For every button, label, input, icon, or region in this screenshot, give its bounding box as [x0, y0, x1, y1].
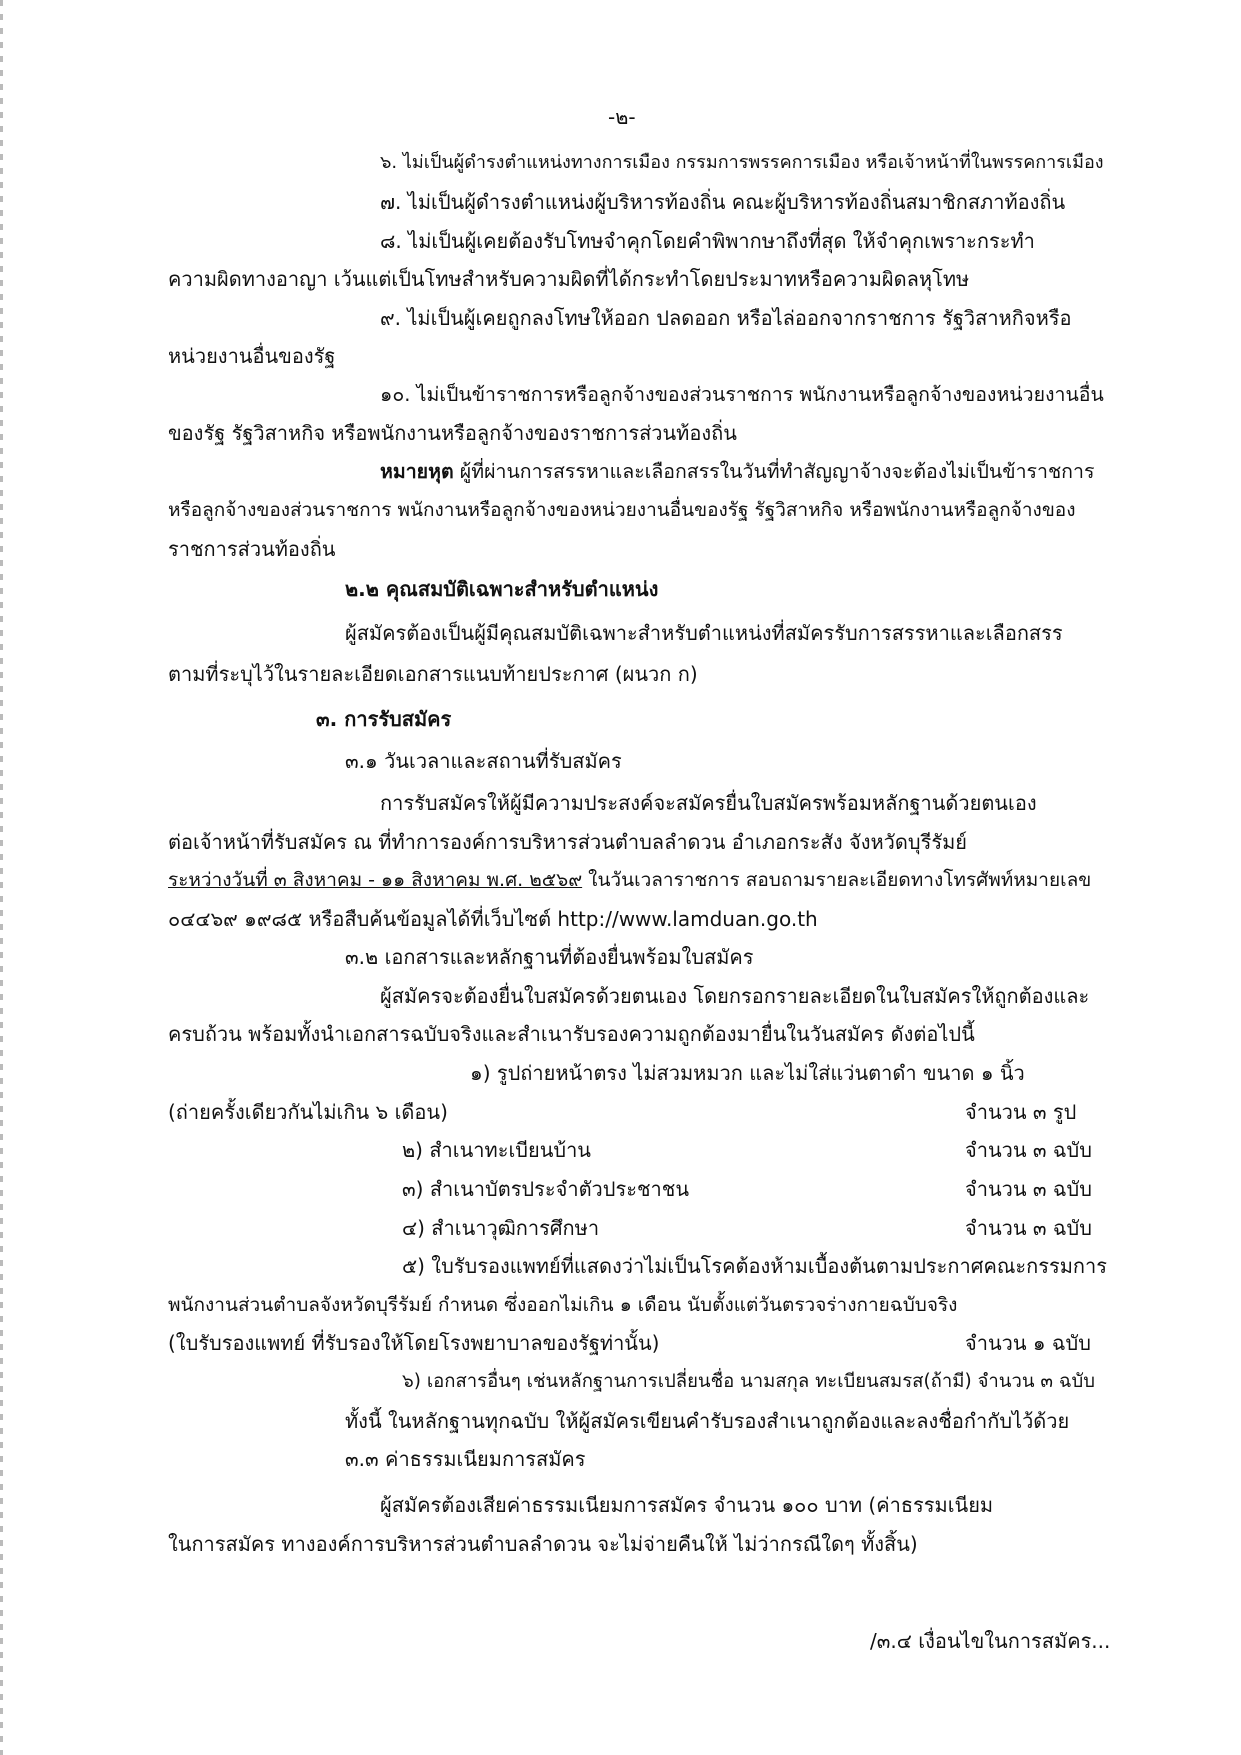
- para-3-2-line2: ครบถ้วน พร้อมทั้งนำเอกสารฉบับจริงและสำเนารับรองความถูกต้องมายื่นในวันสมัคร ดังต่อไปนี้: [168, 1022, 975, 1046]
- application-period: ระหว่างวันที่ ๓ สิงหาคม - ๑๑ สิงหาคม พ.ศ. ๒๕๖๙: [168, 869, 583, 891]
- para-3-1-line3: [168, 867, 1091, 893]
- item-8-line1: ๘. ไม่เป็นผู้เคยต้องรับโทษจำคุกโดยคำพิพากษาถึงที่สุด ให้จำคุกเพราะกระทำ: [380, 229, 1035, 253]
- certify-note: ทั้งนี้ ในหลักฐานทุกฉบับ ให้ผู้สมัครเขียนคำรับรองสำเนาถูกต้องและลงชื่อกำกับไว้ด้วย: [345, 1409, 1070, 1433]
- doc-1-qty: จำนวน ๓ รูป: [965, 1100, 1077, 1124]
- heading-3-3: ๓.๓ ค่าธรรมเนียมการสมัคร: [345, 1447, 586, 1471]
- doc-1-line2: (ถ่ายครั้งเดียวกันไม่เกิน ๖ เดือน): [168, 1100, 448, 1124]
- para-3-1-line1: การรับสมัครให้ผู้มีความประสงค์จะสมัครยื่นใบสมัครพร้อมหลักฐานด้วยตนเอง: [380, 791, 1037, 815]
- doc-5-line3: (ใบรับรองแพทย์ ที่รับรองให้โดยโรงพยาบาลของรัฐท่านั้น): [168, 1331, 660, 1355]
- note-line3: ราชการส่วนท้องถิ่น: [168, 537, 336, 561]
- page-number: -๒-: [608, 105, 636, 129]
- doc-1-line1: ๑) รูปถ่ายหน้าตรง ไม่สวมหมวก และไม่ใส่แว่นตาดำ ขนาด ๑ นิ้ว: [470, 1061, 1025, 1085]
- heading-2-2: ๒.๒ คุณสมบัติเฉพาะสำหรับตำแหน่ง: [345, 577, 659, 601]
- para-3-1-line4: ๐๔๔๖๙ ๑๙๘๕ หรือสืบค้นข้อมูลได้ที่เว็บไซต์ http://www.lamduan.go.th: [168, 907, 818, 931]
- doc-3: ๓) สำเนาบัตรประจำตัวประชาชน: [402, 1177, 690, 1201]
- doc-5-qty: จำนวน ๑ ฉบับ: [965, 1331, 1091, 1355]
- doc-5-line1: ๕) ใบรับรองแพทย์ที่แสดงว่าไม่เป็นโรคต้องห้ามเบื้องต้นตามประกาศคณะกรรมการ: [402, 1254, 1107, 1278]
- scan-edge: [0, 0, 3, 1755]
- item-10-line1: ๑๐. ไม่เป็นข้าราชการหรือลูกจ้างของส่วนราชการ พนักงานหรือลูกจ้างของหน่วยงานอื่น: [380, 383, 1104, 406]
- continuation-footer: /๓.๔ เงื่อนไขในการสมัคร...: [870, 1629, 1111, 1653]
- para-3-3-line2: ในการสมัคร ทางองค์การบริหารส่วนตำบลลำดวน จะไม่จ่ายคืนให้ ไม่ว่ากรณีใดๆ ทั้งสิ้น): [168, 1532, 918, 1556]
- note-label: หมายหุต: [380, 460, 454, 483]
- note-line2: หรือลูกจ้างของส่วนราชการ พนักงานหรือลูกจ้างของหน่วยงานอื่นของรัฐ รัฐวิสาหกิจ หรือพนักงานหรือลูกจ้างของ: [168, 499, 1076, 521]
- heading-3-2: ๓.๒ เอกสารและหลักฐานที่ต้องยื่นพร้อมใบสมัคร: [345, 945, 754, 969]
- para-2-2-line1: ผู้สมัครต้องเป็นผู้มีคุณสมบัติเฉพาะสำหรับตำแหน่งที่สมัครรับการสรรหาและเลือกสรร: [345, 621, 1063, 645]
- heading-3-1: ๓.๑ วันเวลาและสถานที่รับสมัคร: [345, 749, 622, 773]
- doc-2-qty: จำนวน ๓ ฉบับ: [965, 1138, 1092, 1162]
- note-text: ผู้ที่ผ่านการสรรหาและเลือกสรรในวันที่ทำสัญญาจ้างจะต้องไม่เป็นข้าราชการ: [453, 460, 1095, 483]
- doc-3-qty: จำนวน ๓ ฉบับ: [965, 1177, 1092, 1201]
- doc-5-line2: พนักงานส่วนตำบลจังหวัดบุรีรัมย์ กำหนด ซึ่งออกไม่เกิน ๑ เดือน นับตั้งแต่วันตรวจร่างกายฉบับจริง: [168, 1294, 958, 1316]
- para-3-1-line3-rest: ในวันเวลาราชการ สอบถามรายละเอียดทางโทรศัพท์หมายเลข: [582, 869, 1092, 891]
- doc-4: ๔) สำเนาวุฒิการศึกษา: [402, 1216, 600, 1240]
- doc-6: ๖) เอกสารอื่นๆ เช่นหลักฐานการเปลี่ยนชื่อ นามสกุล ทะเบียนสมรส(ถ้ามี) จำนวน ๓ ฉบับ: [402, 1371, 1095, 1392]
- para-3-3-line1: ผู้สมัครต้องเสียค่าธรรมเนียมการสมัคร จำนวน ๑๐๐ บาท (ค่าธรรมเนียม: [380, 1493, 994, 1517]
- doc-2: ๒) สำเนาทะเบียนบ้าน: [402, 1138, 591, 1162]
- item-9-line1: ๙. ไม่เป็นผู้เคยถูกลงโทษให้ออก ปลดออก หรือไล่ออกจากราชการ รัฐวิสาหกิจหรือ: [380, 306, 1072, 330]
- para-2-2-line2: ตามที่ระบุไว้ในรายละเอียดเอกสารแนบท้ายประกาศ (ผนวก ก): [168, 662, 698, 686]
- heading-3: ๓. การรับสมัคร: [316, 707, 452, 731]
- doc-4-qty: จำนวน ๓ ฉบับ: [965, 1216, 1092, 1240]
- item-9-line2: หน่วยงานอื่นของรัฐ: [168, 344, 336, 368]
- item-10-line2: ของรัฐ รัฐวิสาหกิจ หรือพนักงานหรือลูกจ้างของราชการส่วนท้องถิ่น: [168, 421, 737, 445]
- item-6: ๖. ไม่เป็นผู้ดำรงตำแหน่งทางการเมือง กรรมการพรรคการเมือง หรือเจ้าหน้าที่ในพรรคการเมือง: [380, 152, 1104, 173]
- item-7: ๗. ไม่เป็นผู้ดำรงตำแหน่งผู้บริหารท้องถิ่น คณะผู้บริหารท้องถิ่นสมาชิกสภาท้องถิ่น: [380, 190, 1066, 214]
- para-3-2-line1: ผู้สมัครจะต้องยื่นใบสมัครด้วยตนเอง โดยกรอกรายละเอียดในใบสมัครให้ถูกต้องและ: [380, 984, 1090, 1008]
- item-8-line2: ความผิดทางอาญา เว้นแต่เป็นโทษสำหรับความผิดที่ได้กระทำโดยประมาทหรือความผิดลหุโทษ: [168, 267, 970, 291]
- note-line1: [380, 459, 1094, 485]
- para-3-1-line2: ต่อเจ้าหน้าที่รับสมัคร ณ ที่ทำการองค์การบริหารส่วนตำบลลำดวน อำเภอกระสัง จังหวัดบุรีรัมย์: [168, 830, 967, 854]
